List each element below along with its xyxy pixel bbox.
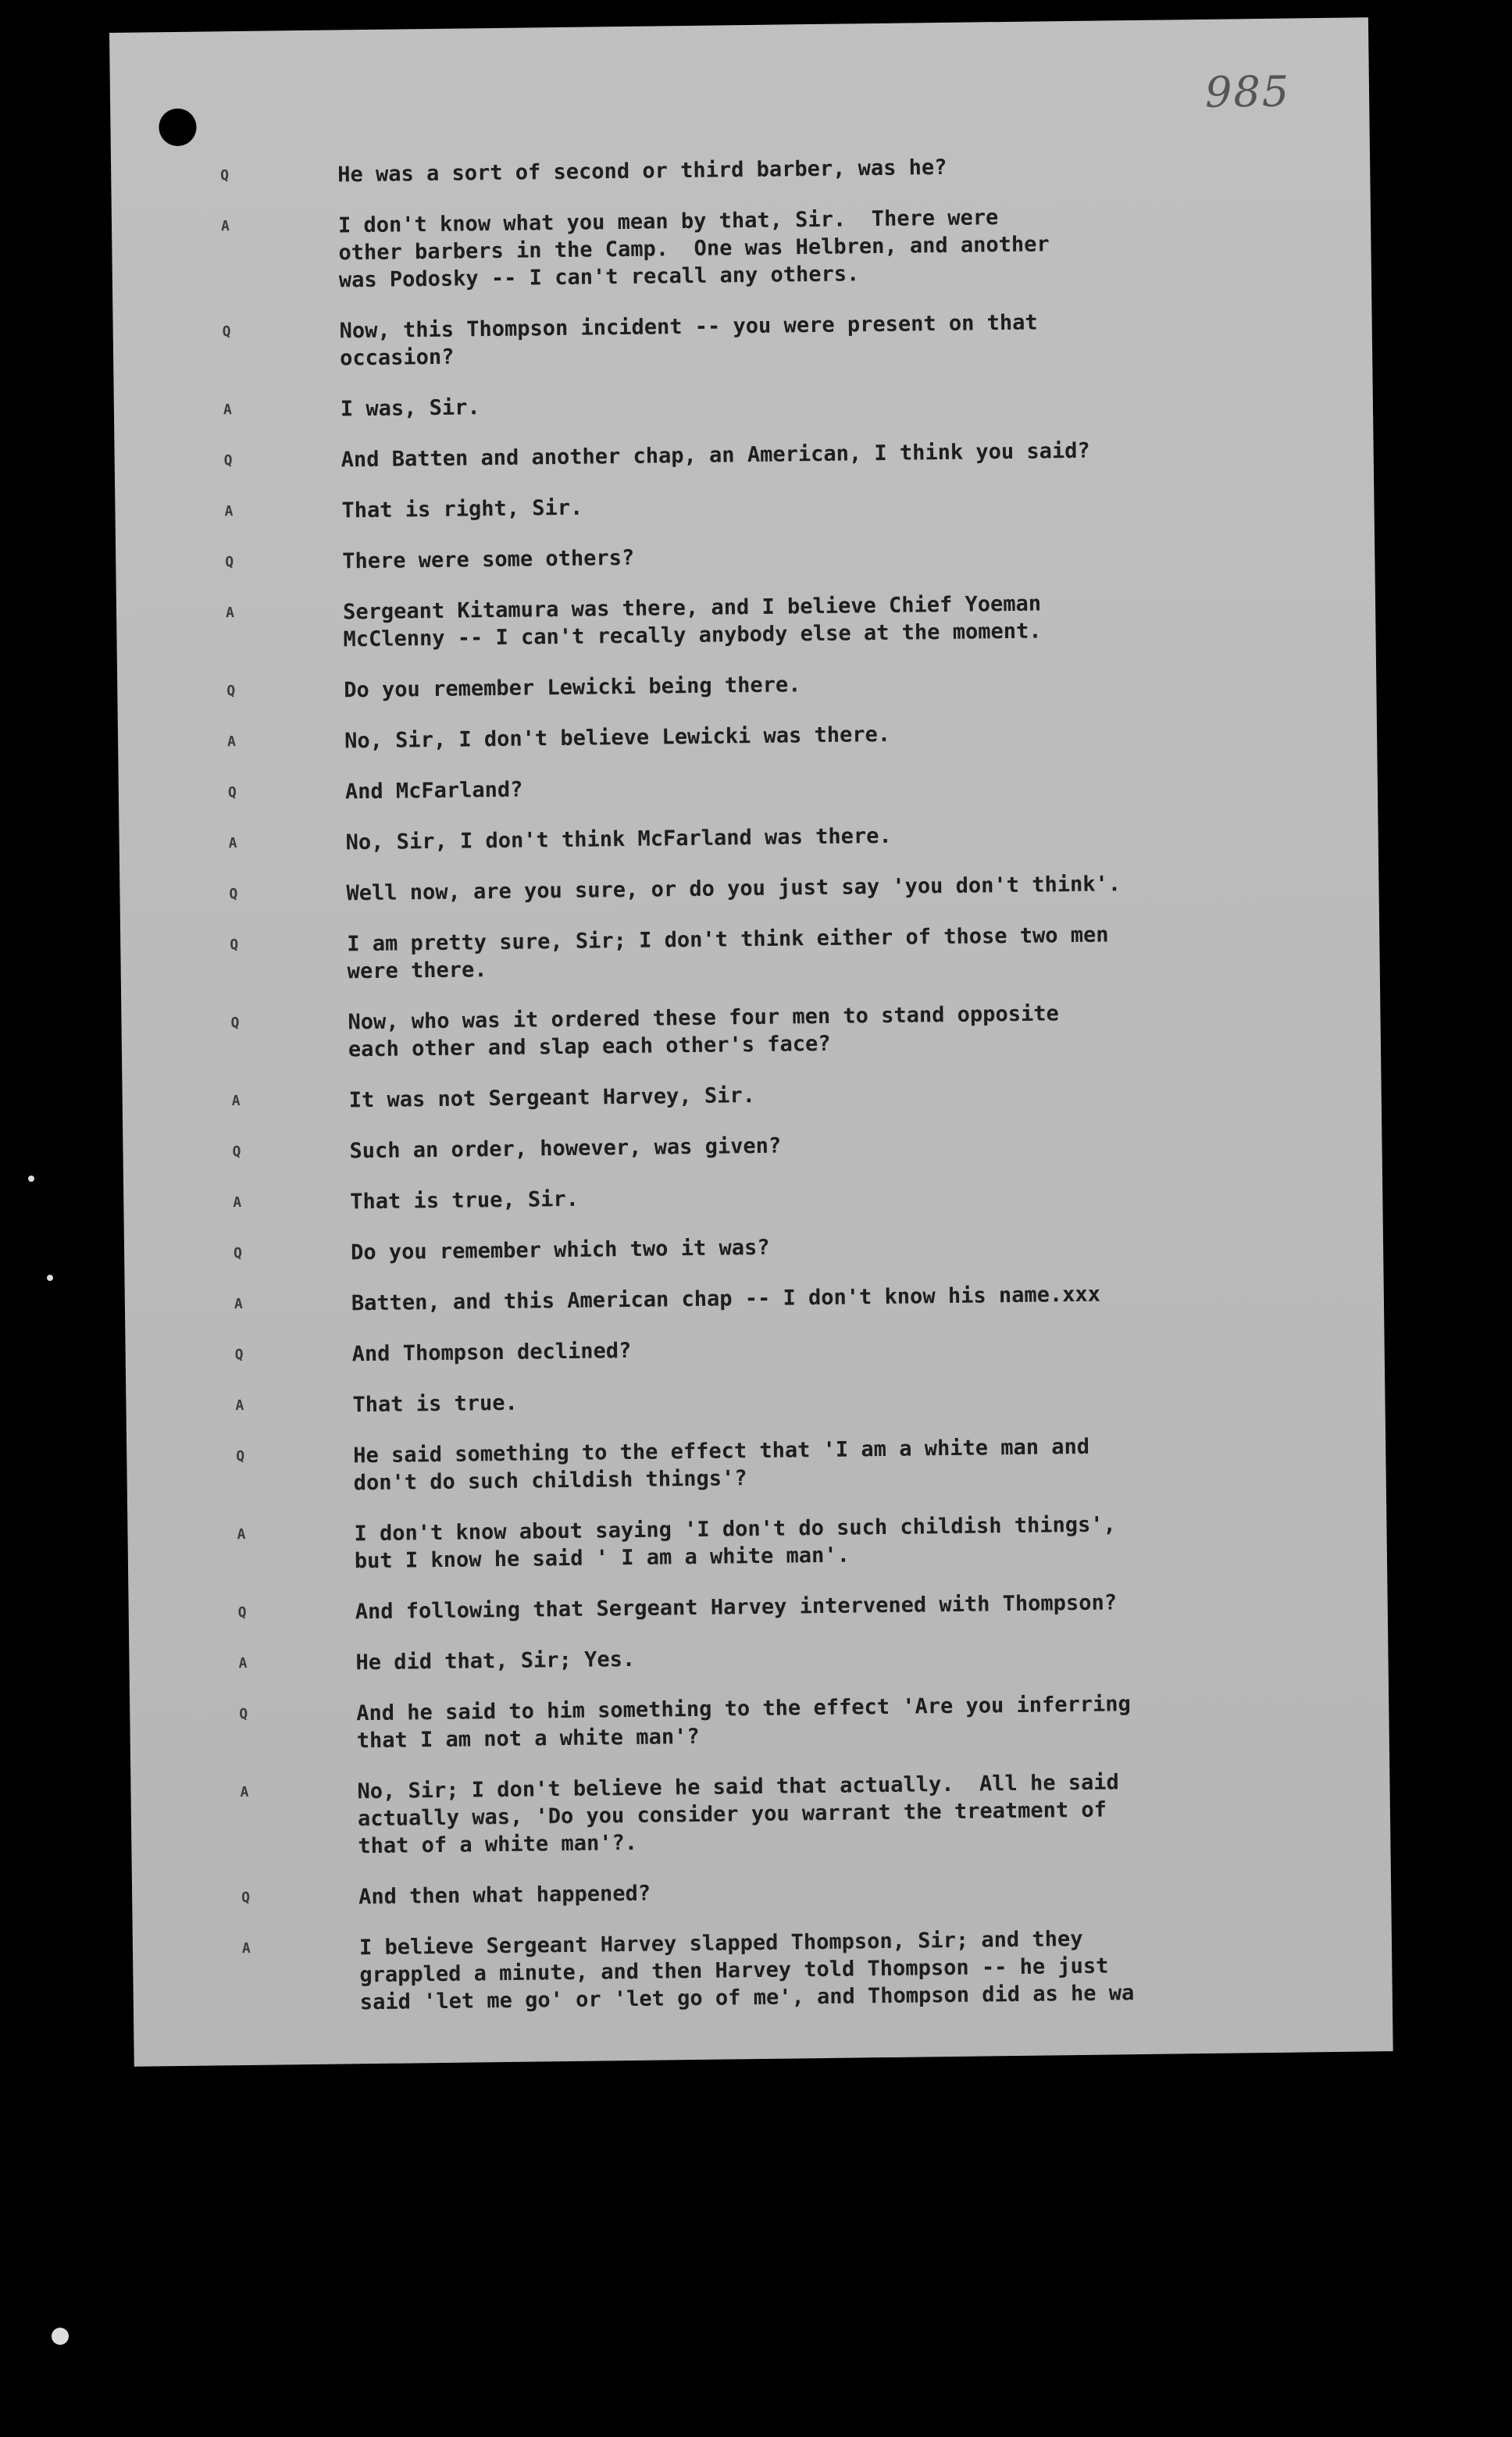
- transcript-text: He said something to the effect that 'I am a white man and don't do such childish things'?: [353, 1434, 1090, 1496]
- transcript-entry: [116, 586, 1376, 656]
- transcript-body: [111, 148, 1393, 2043]
- speaker-label: Q: [229, 886, 238, 903]
- transcript-entry: [119, 816, 1378, 859]
- transcript-text: Do you remember Lewicki being there.: [344, 673, 801, 703]
- transcript-text: Well now, are you sure, or do you just say 'you don't think'.: [346, 872, 1122, 906]
- transcript-text: No, Sir, I don't think McFarland was there.: [345, 823, 892, 855]
- transcript-text: He was a sort of second or third barber, was he?: [337, 155, 947, 187]
- transcript-text: I was, Sir.: [340, 395, 480, 422]
- transcript-entry: [126, 1328, 1385, 1371]
- speaker-label: A: [228, 835, 237, 852]
- speaker-label: A: [240, 1783, 249, 1801]
- transcript-entry: [115, 434, 1374, 476]
- transcript-entry: [112, 305, 1372, 375]
- transcript-text: I don't know what you mean by that, Sir. There were other barbers in the Camp. One was Helbren, and another was Podosky -- I can't recall any others.: [337, 205, 1050, 293]
- speaker-label: A: [238, 1655, 248, 1672]
- transcript-text: Batten, and this American chap -- I don't know his name.xxx: [351, 1282, 1101, 1316]
- transcript-entry: [119, 765, 1378, 808]
- transcript-entry: [132, 1871, 1391, 1914]
- transcript-entry: [120, 918, 1380, 988]
- transcript-text: I don't know about saying 'I don't do such childish things', but I know he said ' I am a white man'.: [354, 1512, 1116, 1574]
- speaker-label: Q: [222, 323, 231, 341]
- transcript-entry: [127, 1508, 1387, 1578]
- transcript-entry: [123, 1074, 1382, 1117]
- speaker-label: Q: [230, 937, 239, 954]
- speaker-label: A: [233, 1194, 242, 1211]
- scan-speck: [52, 2328, 69, 2345]
- transcript-text: And McFarland?: [344, 777, 523, 805]
- transcript-entry: [133, 1921, 1393, 2019]
- transcript-entry: [130, 1687, 1389, 1757]
- speaker-label: Q: [225, 554, 234, 571]
- speaker-label: A: [220, 218, 230, 235]
- speaker-label: Q: [226, 683, 236, 700]
- speaker-label: Q: [239, 1705, 248, 1723]
- transcript-text: Now, this Thompson incident -- you were present on that occasion?: [339, 310, 1038, 371]
- transcript-text: And Batten and another chap, an American, I think you said?: [341, 438, 1090, 473]
- speaker-label: A: [223, 401, 232, 419]
- transcript-entry: [112, 199, 1371, 297]
- transcript-text: Do you remember which two it was?: [350, 1235, 770, 1265]
- speaker-label: A: [226, 733, 237, 751]
- transcript-entry: [123, 1176, 1382, 1218]
- transcript-entry: [119, 867, 1378, 910]
- transcript-text: He did that, Sir; Yes.: [355, 1647, 636, 1675]
- speaker-label: Q: [234, 1347, 244, 1364]
- transcript-text: Such an order, however, was given?: [349, 1133, 782, 1164]
- speaker-label: Q: [237, 1604, 247, 1622]
- transcript-entry: [121, 996, 1381, 1066]
- speaker-label: A: [235, 1397, 244, 1415]
- transcript-entry: [114, 383, 1373, 426]
- speaker-label: Q: [230, 1015, 240, 1032]
- transcript-entry: [126, 1379, 1385, 1422]
- transcript-entry: [125, 1277, 1384, 1320]
- transcript-text: It was not Sergeant Harvey, Sir.: [348, 1083, 756, 1113]
- transcript-entry: [123, 1125, 1382, 1168]
- speaker-label: Q: [241, 1889, 251, 1907]
- transcript-text: And following that Sergeant Harvey intervened with Thompson?: [355, 1590, 1118, 1625]
- speaker-label: A: [237, 1526, 246, 1543]
- transcript-text: And he said to him something to the effect 'Are you inferring that I am not a white man'?: [356, 1692, 1132, 1754]
- transcript-entry: [117, 664, 1376, 707]
- speaker-label: A: [224, 503, 234, 520]
- scan-background: [109, 2067, 1368, 2437]
- transcript-text: And Thompson declined?: [351, 1338, 632, 1367]
- speaker-label: Q: [227, 784, 237, 801]
- transcript-text: That is true, Sir.: [350, 1186, 579, 1215]
- scan-speck: [28, 1176, 34, 1182]
- transcript-entry: [124, 1226, 1383, 1269]
- speaker-label: Q: [233, 1245, 243, 1262]
- transcript-entry: [130, 1765, 1390, 1863]
- speaker-label: Q: [223, 452, 233, 469]
- transcript-text: I believe Sergeant Harvey slapped Thompson, Sir; and they grappled a minute, and then Harvey told Thompson -- he just said 'let me go' or 'let go of me', and Thompson did as he wa: [358, 1926, 1135, 2015]
- transcript-entry: [129, 1636, 1388, 1679]
- speaker-label: A: [234, 1296, 243, 1313]
- transcript-text: There were some others?: [342, 545, 635, 574]
- speaker-label: A: [241, 1939, 251, 1957]
- speaker-label: Q: [236, 1448, 245, 1465]
- transcript-text: No, Sir; I don't believe he said that actually. All he said actually was, 'Do you consider you warrant the treatment of that of a white man'?.: [357, 1770, 1119, 1859]
- transcript-entry: [129, 1586, 1388, 1629]
- page-number: 985: [1204, 66, 1291, 117]
- transcript-text: That is true.: [352, 1390, 518, 1418]
- transcript-entry: [127, 1429, 1386, 1500]
- transcript-text: Now, who was it ordered these four men to stand opposite each other and slap each other's face?: [348, 1001, 1059, 1062]
- transcript-text: And then what happened?: [358, 1881, 651, 1910]
- speaker-label: Q: [220, 167, 230, 184]
- speaker-label: A: [231, 1093, 241, 1110]
- scan-speck: [47, 1275, 53, 1281]
- document-page: [109, 17, 1393, 2066]
- transcript-entry: [115, 484, 1374, 527]
- transcript-entry: [118, 715, 1377, 758]
- speaker-label: A: [225, 605, 235, 622]
- transcript-entry: [111, 148, 1370, 191]
- transcript-text: No, Sir, I don't believe Lewicki was there.: [344, 722, 891, 754]
- punch-hole: [159, 109, 197, 147]
- transcript-text: I am pretty sure, Sir; I don't think either of those two men were there.: [347, 922, 1109, 984]
- transcript-text: That is right, Sir.: [341, 495, 583, 523]
- transcript-entry: [116, 535, 1375, 578]
- speaker-label: Q: [232, 1144, 241, 1161]
- transcript-text: Sergeant Kitamura was there, and I believe Chief Yoeman McClenny -- I can't recally anybody else at the moment.: [342, 591, 1042, 652]
